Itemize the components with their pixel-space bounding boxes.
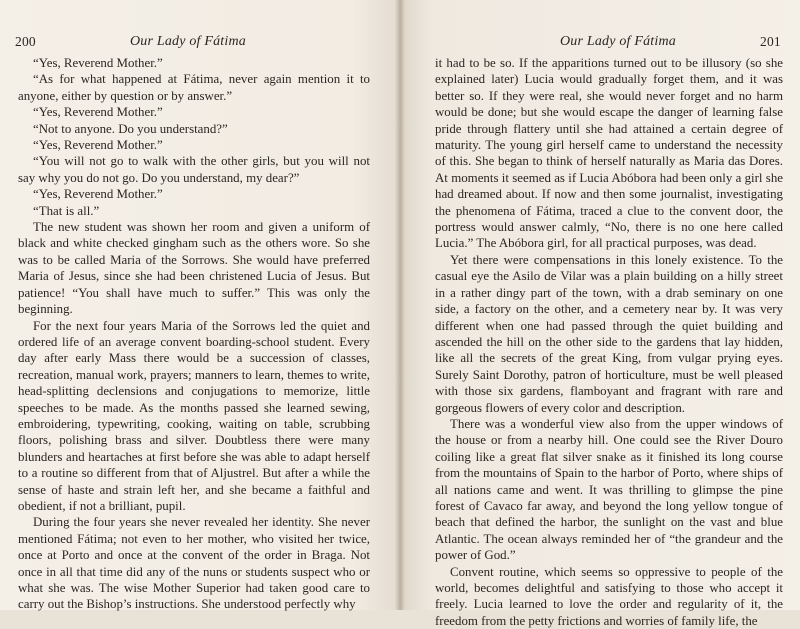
paragraph: There was a wonderful view also from the upper windows of the house or from a nearby hill. One could see the River Douro coiling like a great flat silver snake as it finished its long course from the mountains of Spain to the harbor of Porto, where ships of all nations came and went. It was thrilling to glimpse the pine forest of Cavaco far away, and beyond the long yellow tongue of beach that defined the harbor, the sunlight on the vast and blue Atlantic. The ocean always reminded her of “the grandeur and the power of God.” bbox=[435, 416, 783, 563]
paragraph: “Yes, Reverend Mother.” bbox=[33, 56, 163, 70]
running-title: Our Lady of Fátima bbox=[130, 34, 246, 49]
paragraph: Convent routine, which seems so oppressive to people of the world, becomes delightful and satisfying to those who accept it freely. Lucia learned to love the order and regularity of it, the freedom from the petty frictions and worries of family life, the bbox=[435, 564, 783, 628]
paragraph: “Yes, Reverend Mother.” bbox=[33, 138, 163, 153]
left-page-body bbox=[18, 55, 370, 613]
paragraph: During the four years she never revealed her identity. She never mentioned Fátima; not even to her mother, who visited her twice, once at Porto and once at the convent of the order in Braga. Not once in all that time did any of the nuns or students suspect who or what she was. The wise Mother Superior had taken good care to carry out the Bishop’s instructions. She understood perfectly why bbox=[18, 515, 370, 612]
right-page-body bbox=[435, 55, 783, 629]
paragraph: “Yes, Reverend Mother.” bbox=[33, 105, 163, 120]
paragraph: “Yes, Reverend Mother.” bbox=[33, 187, 163, 202]
running-title: Our Lady of Fátima bbox=[560, 34, 676, 49]
paragraph: The new student was shown her room and given a uniform of black and white checked gingham such as the others wore. So she was to be called Maria of the Sorrows. She would have preferred Maria of Jesus, since she had been christened Lucia of Jesus. But patience! “You shall have much to suffer.” This was only the beginning. bbox=[18, 220, 370, 317]
paragraph: “As for what happened at Fátima, never again mention it to anyone, either by question or by answer.” bbox=[18, 72, 370, 103]
paragraph: “Not to anyone. Do you understand?” bbox=[33, 121, 228, 136]
paragraph-continuation: it had to be so. If the apparitions turned out to be illusory (so she explained later) Lucia would gradually forget them, and it was better so. If they were real, she would never forget and no harm would be done; but she would escape the danger of learning false pride through flattery until she had attained a certain degree of maturity. The young girl herself came to understand the necessity of this. She began to think of herself naturally as Maria das Dores. At moments it seemed as if Lucia Abóbora had been only a girl she had dreamed about. If now and then some journalist, investigating the phenomena of Fátima, traced a clue to the convent door, the portress would answer calmly, “No, there is no one here called Lucia.” The Abóbora girl, for all practical purposes, was dead. bbox=[435, 56, 783, 251]
paragraph: “That is all.” bbox=[33, 203, 100, 218]
page-number: 201 bbox=[760, 34, 781, 49]
right-page bbox=[400, 0, 800, 628]
paragraph: “You will not go to walk with the other girls, but you will not say why you do not go. Do you understand, my dear?” bbox=[18, 154, 370, 185]
book-gutter bbox=[395, 0, 405, 610]
paragraph: Yet there were compensations in this lonely existence. To the casual eye the Asilo de Vilar was a plain building on a hilly street in a rather dingy part of the town, with a drab seminary on one side, a factory on the other, and a cemetery near by. It was very different when one had passed through the quiet building and ascended the hill on the other side to the gardens that lay hidden, like all the secrets of the great King, from vulgar prying eyes. Surely Saint Dorothy, patron of horticulture, must be well pleased with those six gardens, flamboyant and fragrant with rare and gorgeous flowers of every color and description. bbox=[435, 252, 783, 415]
paragraph: For the next four years Maria of the Sorrows led the quiet and ordered life of an average convent boarding-school student. Every day after early Mass there would be a succession of classes, recreation, manual work, prayers; manners to learn, themes to write, head-splitting declensions and conjugations to memorize, little speeches to be made. As the months passed she learned sewing, embroidering, typewriting, cooking, waiting on table, scrubbing floors, polishing brass and silver. Doubtless there were many blunders and heartaches at first before she was able to adapt herself to a routine so different from that of Aljustrel. But after a while the sense of haste and strain left her, and she became a faithful and obedient, if not a brilliant, pupil. bbox=[18, 318, 370, 513]
left-page bbox=[0, 0, 400, 610]
page-number: 200 bbox=[15, 34, 36, 49]
